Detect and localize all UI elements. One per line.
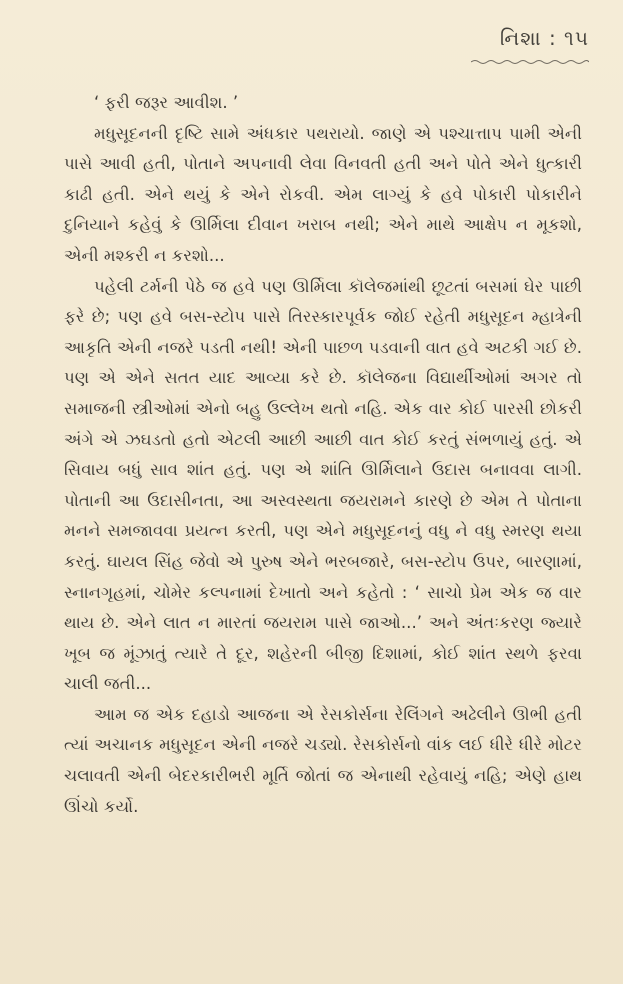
- decorative-wavy-underline: [471, 59, 589, 65]
- page-header: [471, 26, 589, 69]
- chapter-page-title: નિશા : ૧૫: [499, 26, 589, 50]
- paragraph: પહેલી ટર્મની પેઠે જ હવે પણ ઊર્મિલા કૉલેજમાંથી છૂટતાં બસમાં ઘેર પાછી ફરે છે; પણ હવે બસ-સ્ટોપ પાસે તિરસ્કારપૂર્વક જોઈ રહેતી મધુસૂદન મ્હાત્રેની આકૃતિ એની નજરે પડતી નથી! એની પાછળ પડવાની વાત હવે અટકી ગઈ છે. પણ એ એને સતત યાદ આવ્યા કરે છે. કૉલેજના વિદ્યાર્થીઓમાં અગર તો સમાજની સ્ત્રીઓમાં એનો બહુ ઉલ્લેખ થતો નહિ. એક વાર કોઈ પારસી છોકરી અંગે એ ઝઘડતો હતો એટલી આછી આછી વાત કોઈ કરતું સંભળાયું હતું. એ સિવાય બધું સાવ શાંત હતું. પણ એ શાંતિ ઊર્મિલાને ઉદાસ બનાવવા લાગી. પોતાની આ ઉદાસીનતા, આ અસ્વસ્થતા જયરામને કારણે છે એમ તે પોતાના મનને સમજાવવા પ્રયત્ન કરતી, પણ એને મધુસૂદનનું વધુ ને વધુ સ્મરણ થયા કરતું. ઘાયલ સિંહ જેવો એ પુરુષ એને ભરબજારે, બસ-સ્ટોપ ઉપર, બારણામાં, સ્નાનગૃહમાં, ચોમેર કલ્પનામાં દેખાતો અને કહેતો : ‘ સાચો પ્રેમ એક જ વાર થાય છે. એને લાત ન મારતાં જયરામ પાસે જાઓ...’ અને અંતઃકરણ જ્યારે ખૂબ જ મૂંઝાતું ત્યારે તે દૂર, શહેરની બીજી દિશામાં, કોઈ શાંત સ્થળે ફરવા ચાલી જતી...: [64, 276, 582, 694]
- page-body: [64, 88, 582, 822]
- paragraph: આમ જ એક દહાડો આજના એ રેસકોર્સના રેલિંગને અઢેલીને ઊભી હતી ત્યાં અચાનક મધુસૂદન એની નજરે ચડ્યો. રેસકોર્સનો વાંક લઈ ધીરે ધીરે મોટર ચલાવતી એની બેદરકારીભરી મૂર્તિ જોતાં જ એનાથી રહેવાયું નહિ; એણે હાથ ઊંચો કર્યો.: [64, 704, 582, 816]
- paragraph-quote: ‘ ફરી જરૂર આવીશ. ’: [94, 93, 239, 112]
- paragraph: મધુસૂદનની દૃષ્ટિ સામે અંધકાર પથરાયો. જાણે એ પશ્ચાત્તાપ પામી એની પાસે આવી હતી, પોતાને અપનાવી લેવા વિનવતી હતી અને પોતે એને ધુત્કારી કાઢી હતી. એને થયું કે એને રોકવી. એમ લાગ્યું કે હવે પોકારી પોકારીને દુનિયાને કહેવું કે ઊર્મિલા દીવાન ખરાબ નથી; એને માથે આક્ષેપ ન મૂકશો, એની મશ્કરી ન કરશો...: [64, 123, 582, 265]
